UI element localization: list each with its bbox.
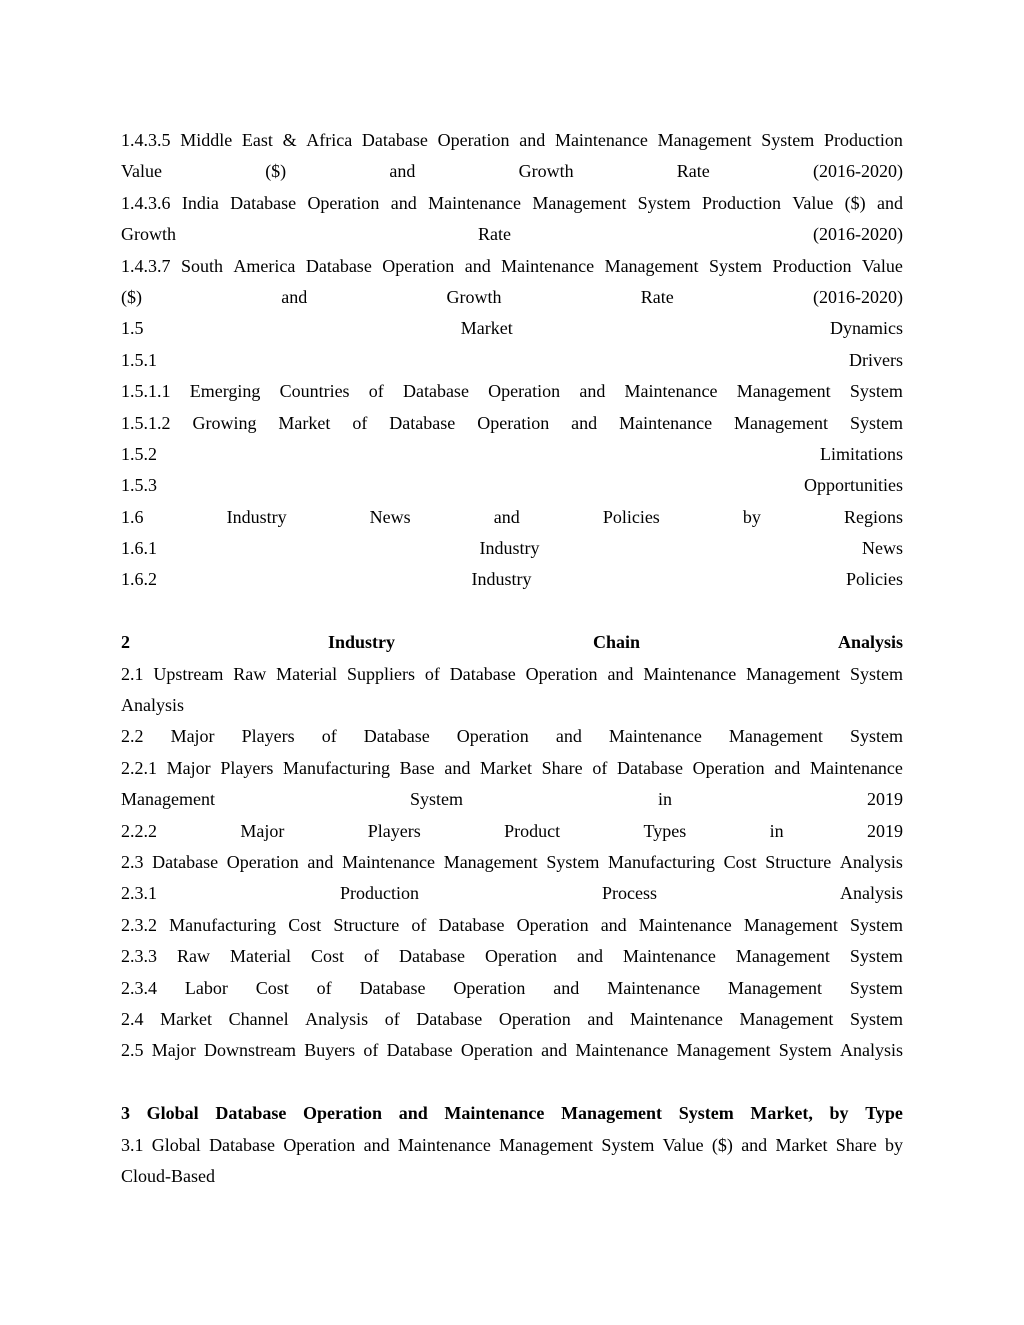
toc-entry: 1.4.3.6 India Database Operation and Maintenance Management System Production Value ($) and: [121, 192, 903, 213]
toc-entry: Cloud-Based: [121, 1165, 215, 1186]
toc-entry: 1.6 Industry News and Policies by Regions: [121, 506, 903, 527]
toc-entry: 1.4.3.7 South America Database Operation and Maintenance Management System Production Value: [121, 255, 903, 276]
toc-entry: 1.5.3 Opportunities: [121, 475, 903, 496]
toc-entry: 2.2.2 Major Players Product Types in 2019: [121, 820, 903, 841]
toc-entry: 1.5.1 Drivers: [121, 349, 903, 370]
toc-entry: Analysis: [121, 695, 184, 716]
toc-entry: 2.3.1 Production Process Analysis: [121, 883, 903, 904]
toc-entry: 3.1 Global Database Operation and Maintenance Management System Value ($) and Market Share by: [121, 1134, 903, 1155]
toc-entry: Growth Rate (2016-2020): [121, 224, 903, 245]
section-gap: [121, 1067, 903, 1098]
toc-entry: 2.2.1 Major Players Manufacturing Base and Market Share of Database Operation and Maintenance: [121, 757, 903, 778]
toc-entry: 2.5 Major Downstream Buyers of Database Operation and Maintenance Management System Analysis: [121, 1040, 903, 1061]
section-heading: 3 Global Database Operation and Maintenance Management System Market, by Type: [121, 1103, 903, 1124]
toc-entry: Value ($) and Growth Rate (2016-2020): [121, 161, 903, 182]
toc-entry: ($) and Growth Rate (2016-2020): [121, 286, 903, 307]
section-gap: [121, 596, 903, 627]
toc-entry: 2.3 Database Operation and Maintenance Management System Manufacturing Cost Structure Analysis: [121, 851, 903, 872]
section-heading: 2 Industry Chain Analysis: [121, 632, 903, 653]
toc-entry: 1.5.1.2 Growing Market of Database Operation and Maintenance Management System: [121, 412, 903, 433]
toc-entry: 2.4 Market Channel Analysis of Database Operation and Maintenance Management System: [121, 1008, 903, 1029]
toc-entry: 2.3.2 Manufacturing Cost Structure of Database Operation and Maintenance Management System: [121, 914, 903, 935]
toc-entry: 1.4.3.5 Middle East & Africa Database Operation and Maintenance Management System Production: [121, 130, 903, 150]
toc-entry: 1.5 Market Dynamics: [121, 318, 903, 339]
toc-entry: 1.6.1 Industry News: [121, 538, 903, 559]
document-page: [121, 125, 903, 1192]
toc-entry: 2.1 Upstream Raw Material Suppliers of Database Operation and Maintenance Management System: [121, 663, 903, 684]
toc-entry: 1.5.1.1 Emerging Countries of Database Operation and Maintenance Management System: [121, 381, 903, 402]
toc-entry: 2.3.3 Raw Material Cost of Database Operation and Maintenance Management System: [121, 946, 903, 967]
toc-entry: 2.2 Major Players of Database Operation and Maintenance Management System: [121, 726, 903, 747]
toc-entry: 2.3.4 Labor Cost of Database Operation and Maintenance Management System: [121, 977, 903, 998]
toc-entry: 1.6.2 Industry Policies: [121, 569, 903, 590]
toc-entry: 1.5.2 Limitations: [121, 443, 903, 464]
toc-entry: Management System in 2019: [121, 789, 903, 810]
